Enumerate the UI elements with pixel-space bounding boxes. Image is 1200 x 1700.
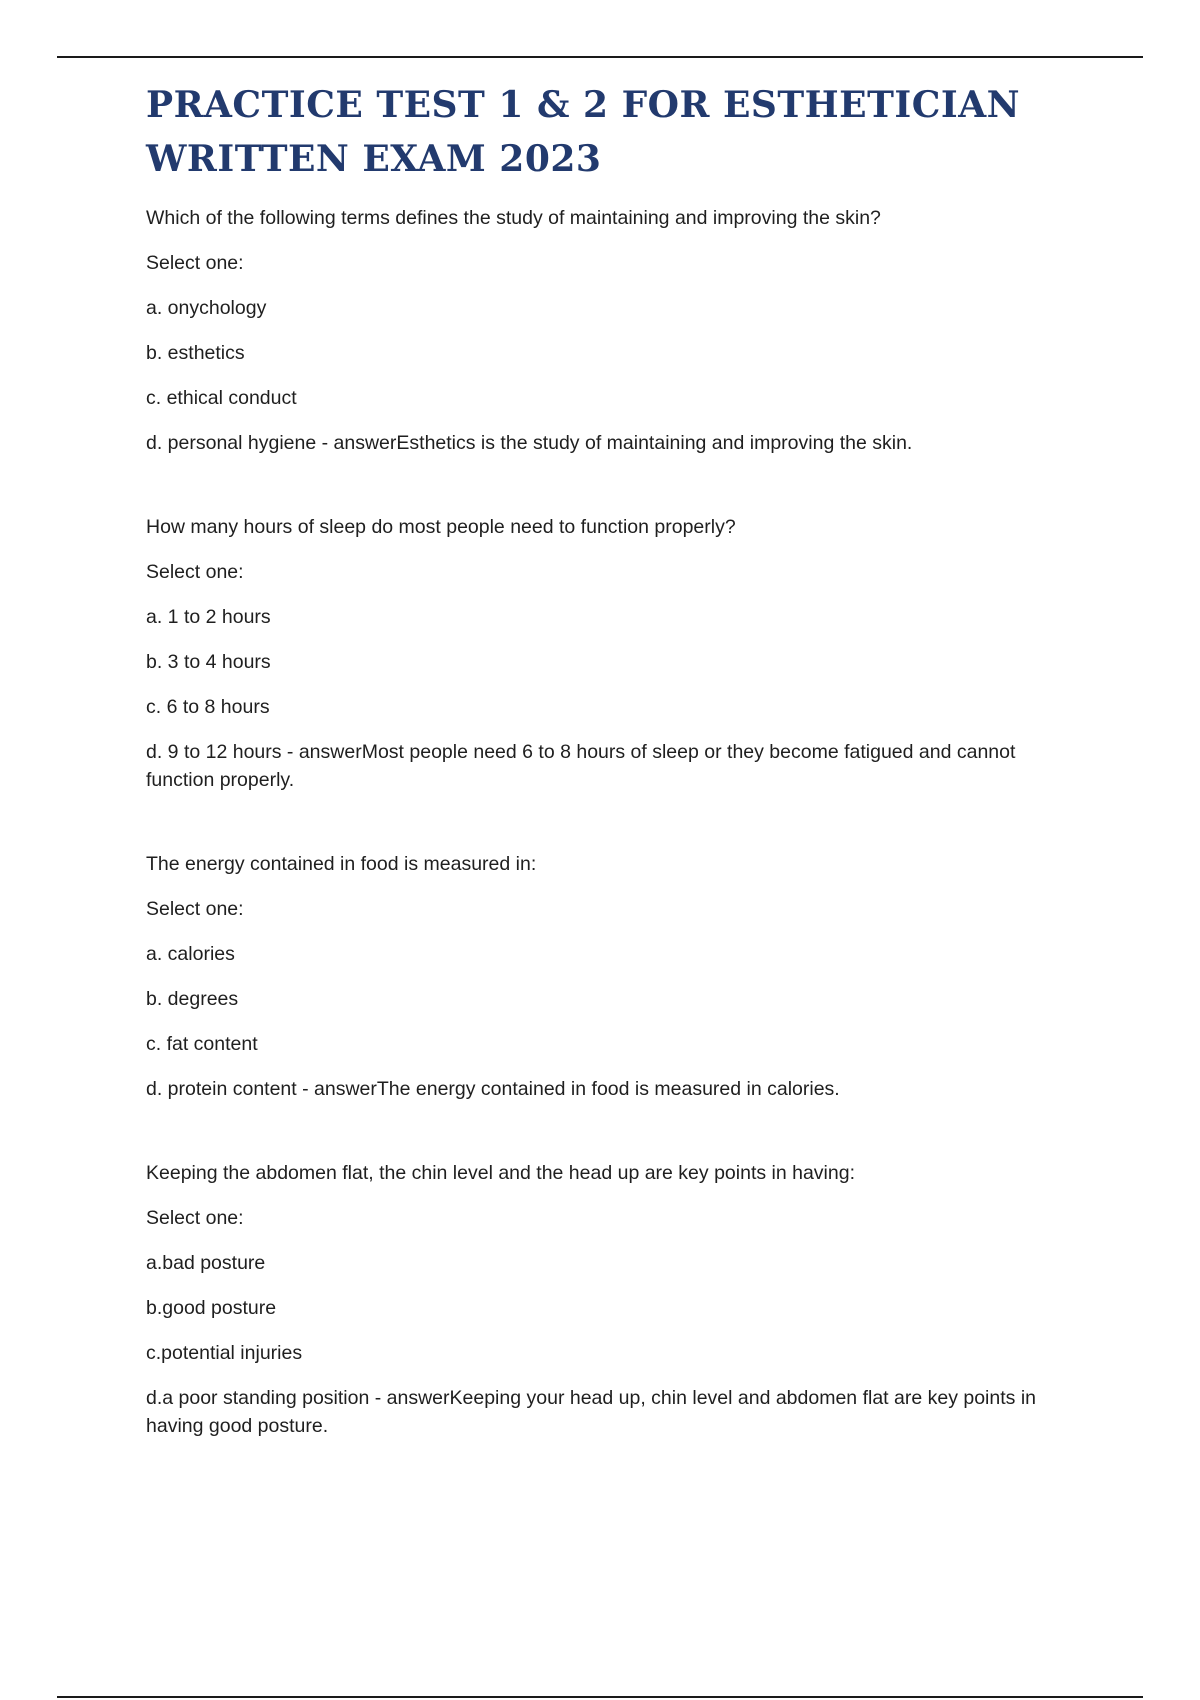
question-prompt: How many hours of sleep do most people need to function properly? [146, 516, 736, 538]
option-c: c. 6 to 8 hours [146, 696, 270, 718]
option-d-with-answer: d. protein content - answerThe energy contained in food is measured in calories. [146, 1078, 840, 1100]
option-a: a. onychology [146, 297, 267, 319]
option-a: a. 1 to 2 hours [146, 606, 271, 628]
top-rule [57, 56, 1143, 58]
question-instruction: Select one: [146, 561, 244, 583]
option-c: c.potential injuries [146, 1342, 303, 1364]
question-prompt: Keeping the abdomen flat, the chin level and the head up are key points in having: [146, 1162, 855, 1184]
option-c: c. ethical conduct [146, 387, 297, 409]
document-body [146, 78, 1076, 1440]
question-block-2 [146, 513, 1076, 794]
question-block-4 [146, 1159, 1076, 1440]
option-a: a. calories [146, 943, 235, 965]
question-instruction: Select one: [146, 1207, 244, 1229]
question-spacer [146, 794, 1076, 850]
question-prompt: Which of the following terms defines the study of maintaining and improving the skin? [146, 207, 881, 229]
question-block-1 [146, 204, 1076, 457]
option-b: b.good posture [146, 1297, 277, 1319]
option-c: c. fat content [146, 1033, 258, 1055]
document-title: PRACTICE TEST 1 & 2 FOR ESTHETICIAN WRITTEN EXAM 2023 [146, 84, 1021, 180]
option-b: b. 3 to 4 hours [146, 651, 271, 673]
bottom-rule [57, 1696, 1143, 1698]
option-b: b. degrees [146, 988, 239, 1010]
question-instruction: Select one: [146, 898, 244, 920]
question-spacer [146, 1103, 1076, 1159]
option-a: a.bad posture [146, 1252, 266, 1274]
option-d-with-answer: d.a poor standing position - answerKeeping your head up, chin level and abdomen flat are key points in having good posture. [146, 1387, 1036, 1437]
question-prompt: The energy contained in food is measured in: [146, 853, 537, 875]
option-b: b. esthetics [146, 342, 245, 364]
question-instruction: Select one: [146, 252, 244, 274]
option-d-with-answer: d. personal hygiene - answerEsthetics is the study of maintaining and improving the skin. [146, 432, 913, 454]
question-spacer [146, 457, 1076, 513]
question-block-3 [146, 850, 1076, 1103]
option-d-with-answer: d. 9 to 12 hours - answerMost people need 6 to 8 hours of sleep or they become fatigued and cannot function properly. [146, 741, 1016, 791]
